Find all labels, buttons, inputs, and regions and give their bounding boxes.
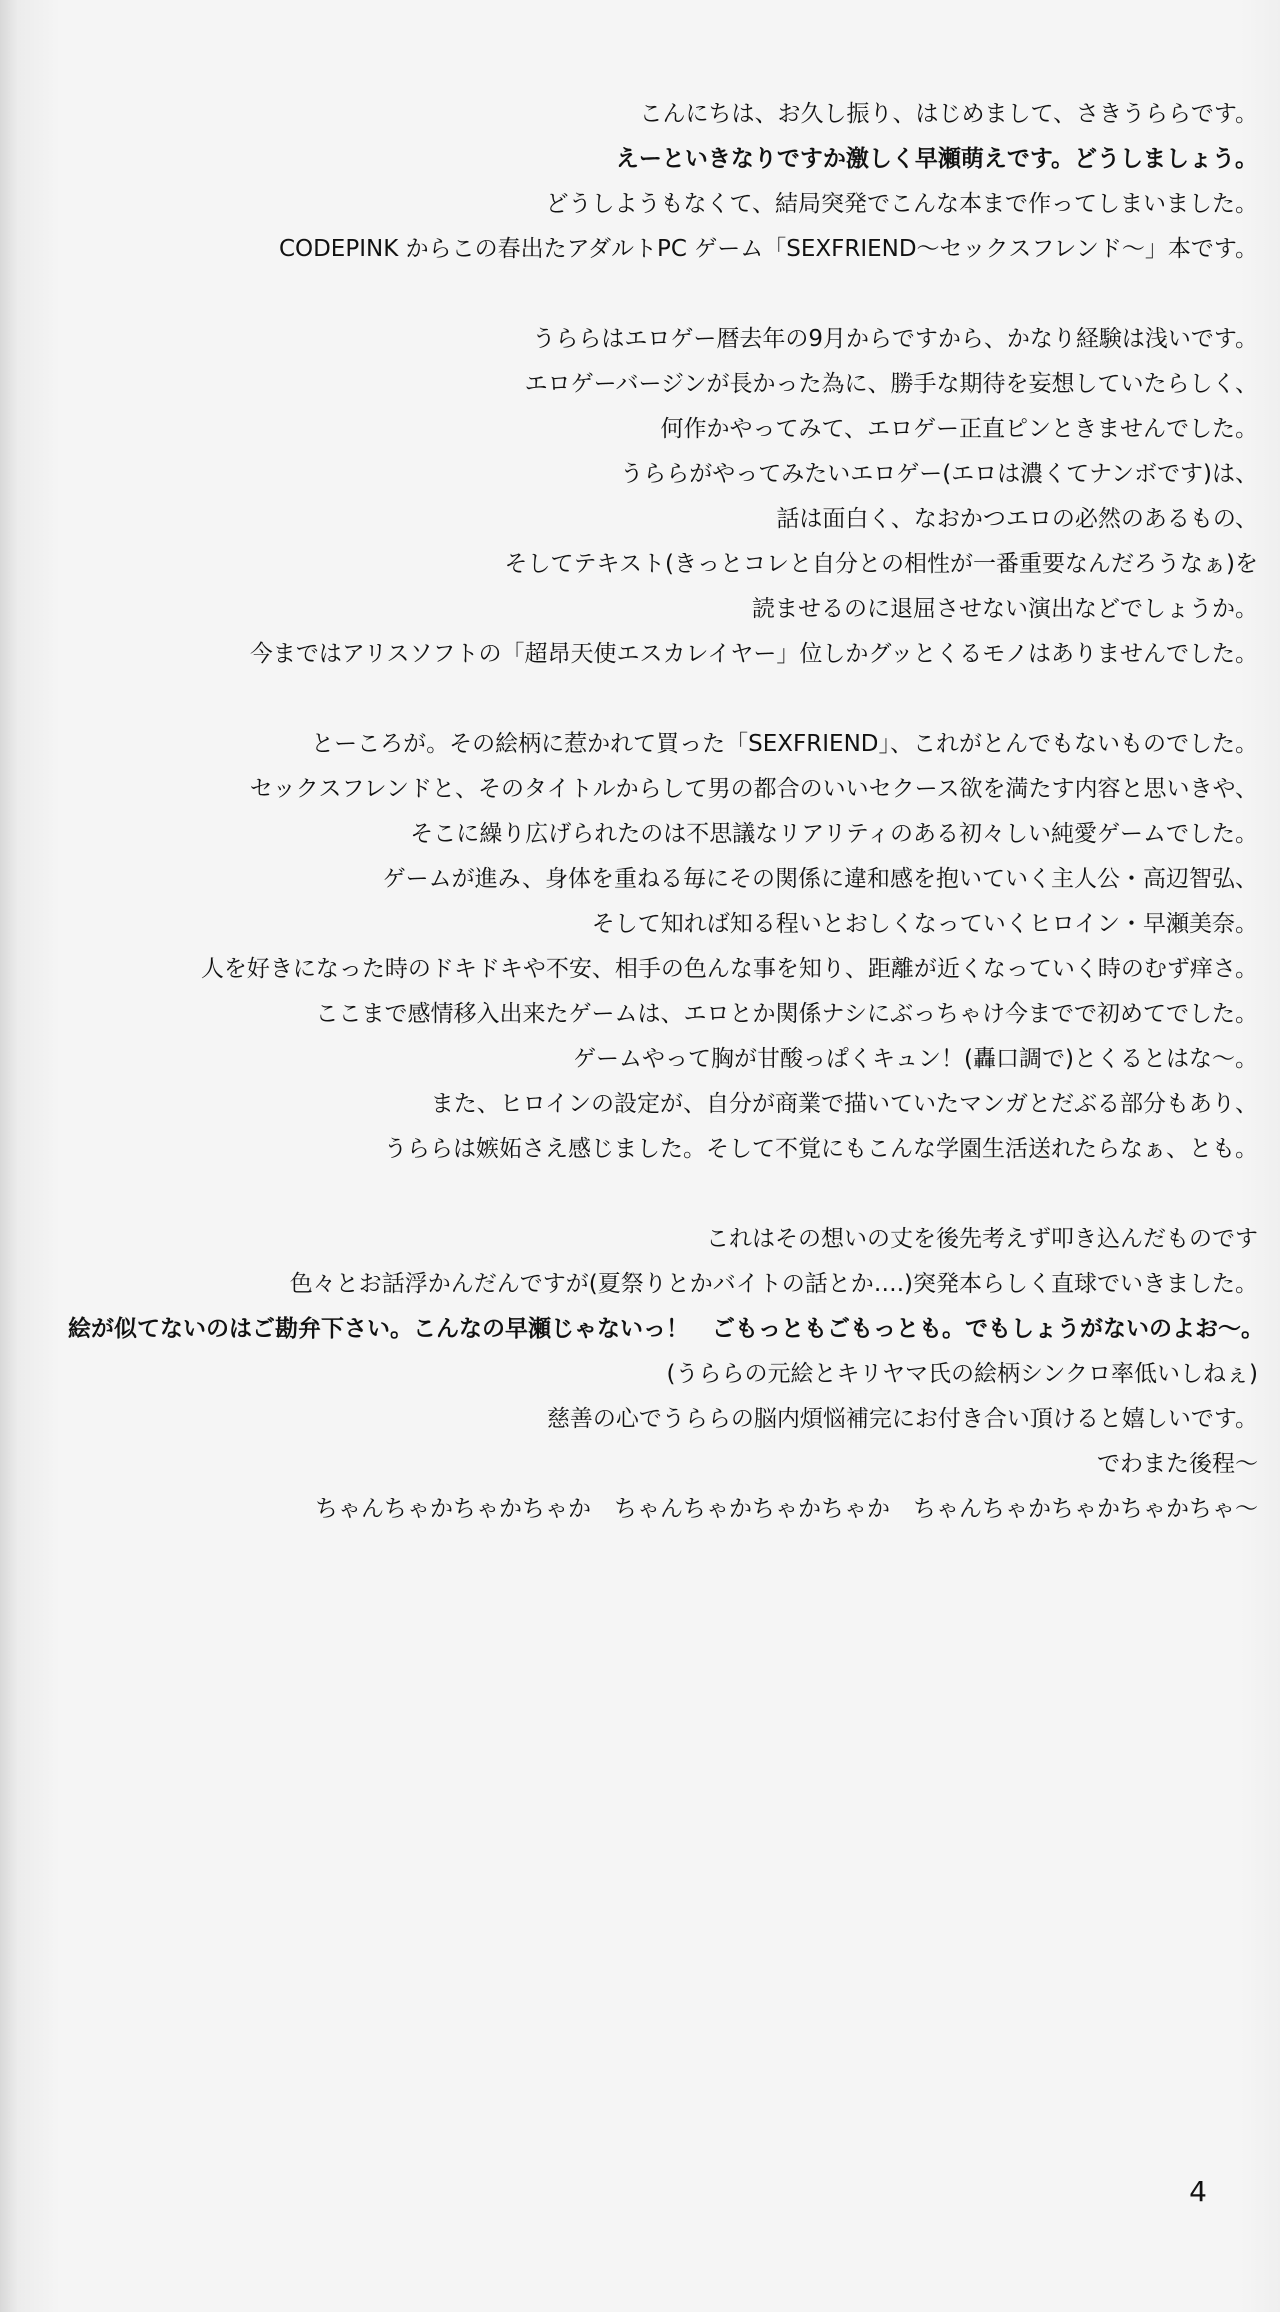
text-line-15: そこに繰り広げられたのは不思議なリアリティのある初々しい純愛ゲームでした。 bbox=[410, 821, 1258, 847]
text-line-14: セックスフレンドと、そのタイトルからして男の都合のいいセクース欲を満たす内容と思いきや、 bbox=[249, 776, 1258, 802]
text-line-8: うららがやってみたいエロゲー(エロは濃くてナンボです)は、 bbox=[620, 461, 1258, 487]
text-line-17: そして知れば知る程いとおしくなっていくヒロイン・早瀬美奈。 bbox=[591, 911, 1258, 937]
text-line-2: えーといきなりですか激しく早瀬萌えです。どうしましょう。 bbox=[615, 146, 1258, 172]
blank-line-2 bbox=[0, 677, 1258, 722]
blank-line-3 bbox=[0, 1172, 1258, 1217]
text-line-5: うららはエロゲー暦去年の9月からですから、かなり経験は浅いです。 bbox=[532, 326, 1258, 352]
text-line-27: 慈善の心でうららの脳内煩悩補完にお付き合い頂けると嬉しいです。 bbox=[546, 1406, 1258, 1432]
text-line-7: 何作かやってみて、エロゲー正直ピンときませんでした。 bbox=[660, 416, 1258, 442]
text-line-13: とーころが。その絵柄に惹かれて買った「SEXFRIEND」、これがとんでもないものでした。 bbox=[311, 731, 1258, 757]
text-line-28: でわまた後程～ bbox=[1097, 1451, 1258, 1477]
text-line-6: エロゲーバージンが長かった為に、勝手な期待を妄想していたらしく、 bbox=[524, 371, 1258, 397]
text-line-11: 読ませるのに退屈させない演出などでしょうか。 bbox=[752, 596, 1258, 622]
text-line-3: どうしようもなくて、結局突発でこんな本まで作ってしまいました。 bbox=[545, 191, 1258, 217]
text-line-29: ちゃんちゃかちゃかちゃか ちゃんちゃかちゃかちゃか ちゃんちゃかちゃかちゃかちゃ～ bbox=[315, 1496, 1258, 1522]
text-line-20: ゲームやって胸が甘酸っぱくキュン！(轟口調で)とくるとはな～。 bbox=[573, 1046, 1258, 1072]
text-line-24: 色々とお話浮かんだんですが(夏祭りとかバイトの話とか….)突発本らしく直球でいきました。 bbox=[289, 1271, 1258, 1297]
blank-line-1 bbox=[0, 272, 1258, 317]
text-line-22: うららは嫉妬さえ感じました。そして不覚にもこんな学園生活送れたらなぁ、とも。 bbox=[384, 1136, 1258, 1162]
text-line-12: 今まではアリスソフトの「超昂天使エスカレイヤー」位しかグッとくるモノはありませんでした。 bbox=[249, 641, 1258, 667]
text-line-4: CODEPINK からこの春出たアダルトPC ゲーム「SEXFRIEND～セックスフレンド～」本です。 bbox=[278, 236, 1258, 262]
text-line-23: これはその想いの丈を後先考えず叩き込んだものです bbox=[706, 1226, 1258, 1252]
text-line-19: ここまで感情移入出来たゲームは、エロとか関係ナシにぶっちゃけ今までで初めてでした。 bbox=[315, 1001, 1258, 1027]
text-line-1: こんにちは、お久し振り、はじめまして、さきうららです。 bbox=[639, 101, 1258, 127]
text-line-10: そしてテキスト(きっとコレと自分との相性が一番重要なんだろうなぁ)を bbox=[504, 551, 1258, 577]
text-line-9: 話は面白く、なおかつエロの必然のあるもの、 bbox=[776, 506, 1258, 532]
text-line-21: また、ヒロインの設定が、自分が商業で描いていたマンガとだぶる部分もあり、 bbox=[430, 1091, 1258, 1117]
body-text bbox=[0, 92, 1264, 1532]
text-line-26: (うららの元絵とキリヤマ氏の絵柄シンクロ率低いしねぇ) bbox=[666, 1361, 1258, 1387]
text-line-18: 人を好きになった時のドキドキや不安、相手の色んな事を知り、距離が近くなっていく時のむず痒さ。 bbox=[200, 956, 1258, 982]
text-line-25: 絵が似てないのはご勘弁下さい。こんなの早瀬じゃないっ！ ごもっともごもっとも。でもしょうがないのよお～。 bbox=[68, 1316, 1264, 1342]
page-number: 4 bbox=[1189, 2175, 1207, 2208]
text-line-16: ゲームが進み、身体を重ねる毎にその関係に違和感を抱いていく主人公・高辺智弘、 bbox=[382, 866, 1258, 892]
